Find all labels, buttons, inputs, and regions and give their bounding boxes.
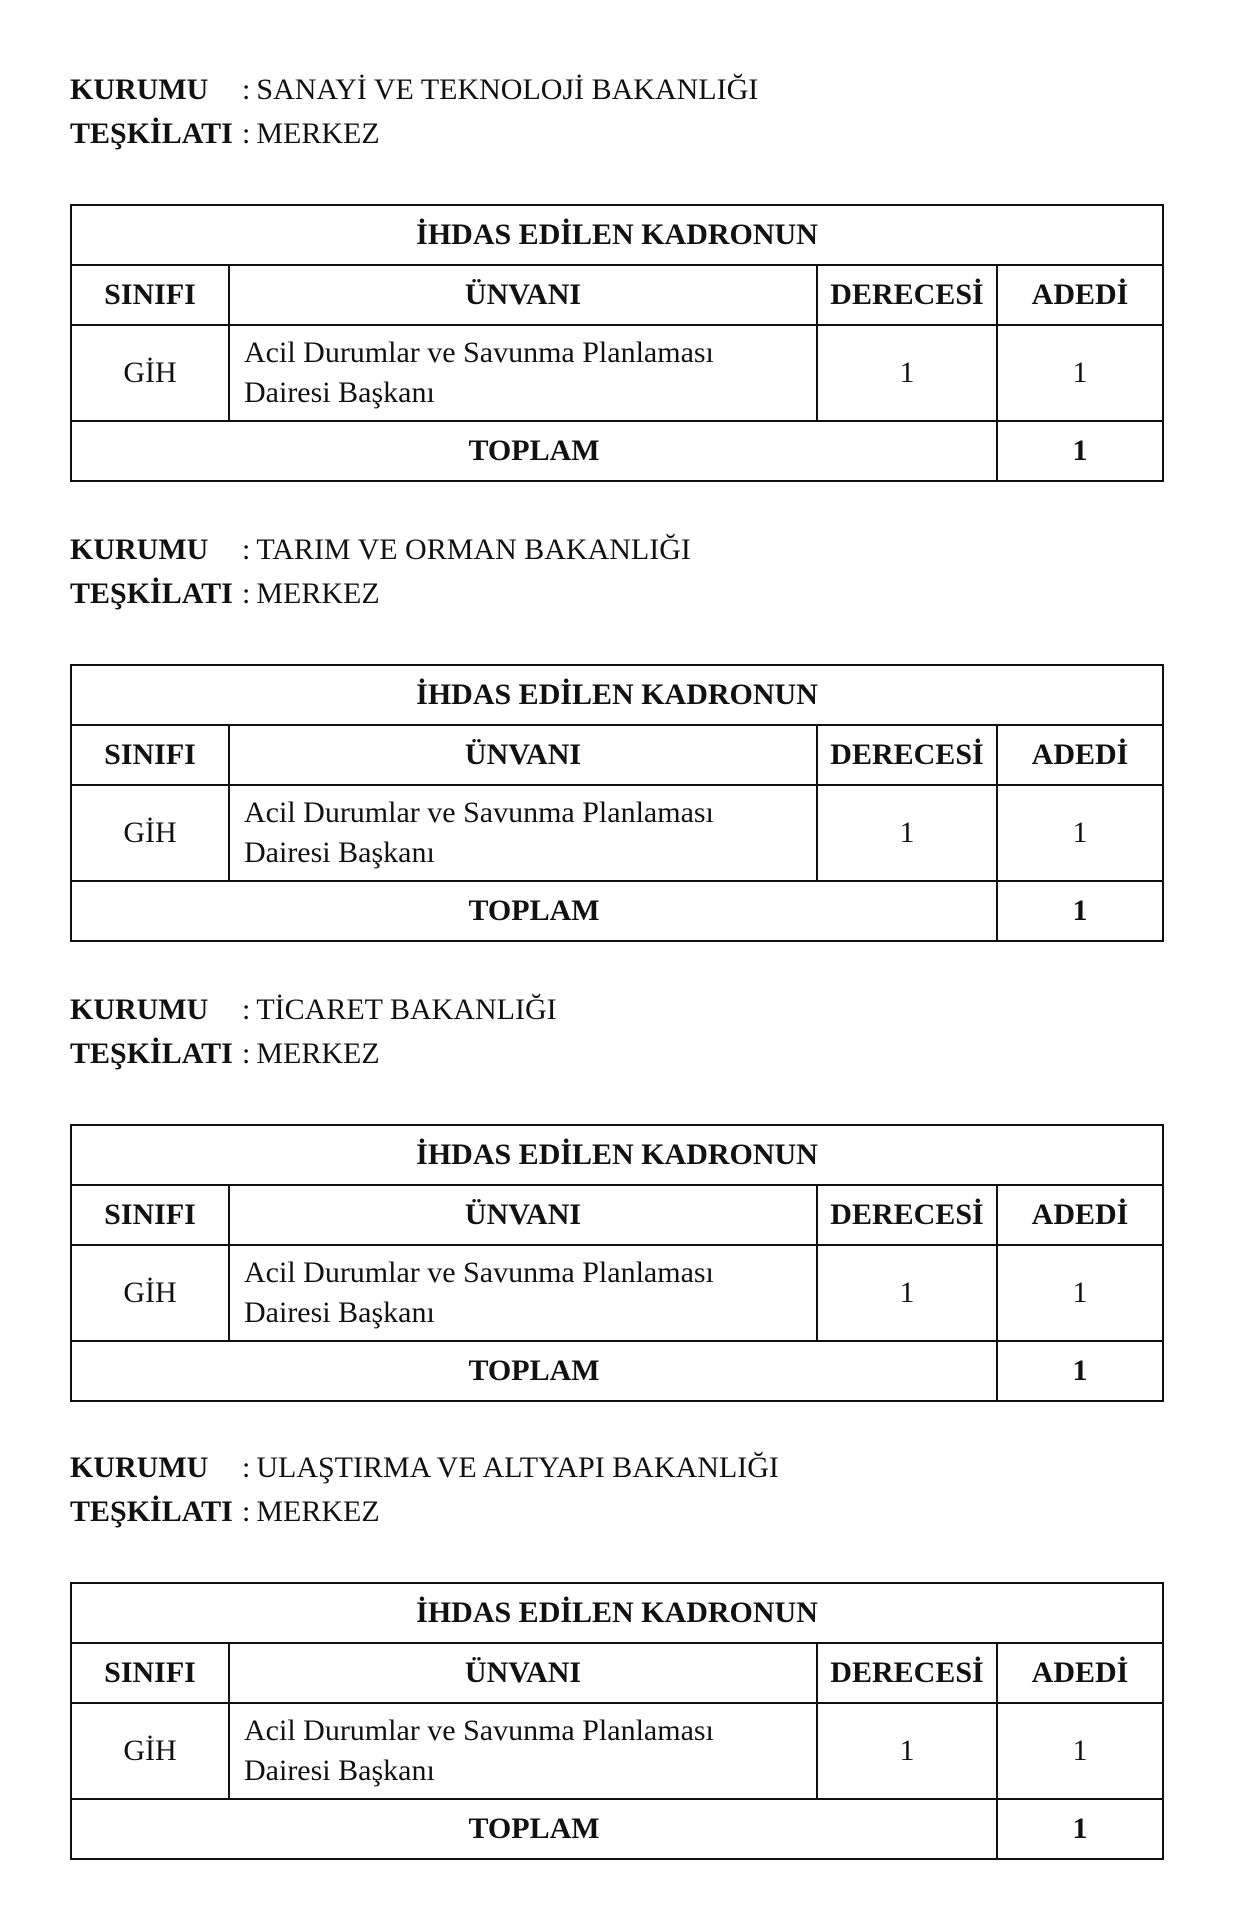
- teskilati-label: TEŞKİLATI: [70, 117, 233, 150]
- table-row: [71, 1703, 1163, 1799]
- cell-unvani: Acil Durumlar ve Savunma Planlaması Dairesi Başkanı: [229, 1703, 817, 1799]
- table-main-header: İHDAS EDİLEN KADRONUN: [71, 1125, 1163, 1185]
- institution-info: [70, 68, 1162, 156]
- cell-unvani: Acil Durumlar ve Savunma Planlaması Dairesi Başkanı: [229, 785, 817, 881]
- cell-unvani: Acil Durumlar ve Savunma Planlaması Dairesi Başkanı: [229, 1245, 817, 1341]
- kurumu-value: TİCARET BAKANLIĞI: [256, 993, 557, 1026]
- table-main-header: İHDAS EDİLEN KADRONUN: [71, 665, 1163, 725]
- header-sinifi: SINIFI: [71, 1185, 229, 1245]
- kurumu-label: KURUMU: [70, 73, 209, 106]
- cell-derecesi: 1: [817, 785, 997, 881]
- header-derecesi: DERECESİ: [817, 265, 997, 325]
- colon: :: [242, 577, 251, 610]
- kurumu-label: KURUMU: [70, 993, 209, 1026]
- kurumu-line: [70, 1446, 1162, 1490]
- teskilati-value: MERKEZ: [256, 1495, 380, 1528]
- header-unvani: ÜNVANI: [229, 725, 817, 785]
- teskilati-label: TEŞKİLATI: [70, 577, 233, 610]
- toplam-value: 1: [997, 881, 1163, 941]
- teskilati-line: [70, 572, 1162, 616]
- cell-sinifi: GİH: [71, 1703, 229, 1799]
- section-ulastirma: [70, 1446, 1162, 1845]
- header-derecesi: DERECESİ: [817, 1643, 997, 1703]
- table-main-header: İHDAS EDİLEN KADRONUN: [71, 205, 1163, 265]
- kurumu-line: [70, 988, 1162, 1032]
- cell-sinifi: GİH: [71, 1245, 229, 1341]
- teskilati-label: TEŞKİLATI: [70, 1037, 233, 1070]
- cell-adedi: 1: [997, 785, 1163, 881]
- teskilati-value: MERKEZ: [256, 577, 380, 610]
- cell-adedi: 1: [997, 1245, 1163, 1341]
- header-sinifi: SINIFI: [71, 265, 229, 325]
- toplam-label: TOPLAM: [71, 421, 997, 481]
- toplam-value: 1: [997, 1341, 1163, 1401]
- table-row: [71, 1245, 1163, 1341]
- teskilati-line: [70, 112, 1162, 156]
- header-unvani: ÜNVANI: [229, 265, 817, 325]
- colon: :: [242, 117, 251, 150]
- colon: :: [242, 533, 251, 566]
- section-ticaret: [70, 988, 1162, 1387]
- cell-derecesi: 1: [817, 325, 997, 421]
- cell-adedi: 1: [997, 1703, 1163, 1799]
- header-sinifi: SINIFI: [71, 725, 229, 785]
- colon: :: [242, 1451, 251, 1484]
- table-main-header: İHDAS EDİLEN KADRONUN: [71, 1583, 1163, 1643]
- header-sinifi: SINIFI: [71, 1643, 229, 1703]
- kurumu-label: KURUMU: [70, 533, 209, 566]
- header-adedi: ADEDİ: [997, 1185, 1163, 1245]
- table-row: [71, 785, 1163, 881]
- table-row: [71, 325, 1163, 421]
- kurumu-value: ULAŞTIRMA VE ALTYAPI BAKANLIĞI: [256, 1451, 779, 1484]
- teskilati-value: MERKEZ: [256, 1037, 380, 1070]
- header-derecesi: DERECESİ: [817, 1185, 997, 1245]
- kadro-table: [70, 1582, 1164, 1860]
- institution-info: [70, 528, 1162, 616]
- header-adedi: ADEDİ: [997, 725, 1163, 785]
- cell-adedi: 1: [997, 325, 1163, 421]
- institution-info: [70, 1446, 1162, 1534]
- section-tarim: [70, 528, 1162, 927]
- header-adedi: ADEDİ: [997, 265, 1163, 325]
- toplam-label: TOPLAM: [71, 1341, 997, 1401]
- colon: :: [242, 1495, 251, 1528]
- header-unvani: ÜNVANI: [229, 1185, 817, 1245]
- cell-derecesi: 1: [817, 1703, 997, 1799]
- cell-sinifi: GİH: [71, 325, 229, 421]
- kurumu-value: SANAYİ VE TEKNOLOJİ BAKANLIĞI: [256, 73, 759, 106]
- kurumu-label: KURUMU: [70, 1451, 209, 1484]
- toplam-value: 1: [997, 421, 1163, 481]
- kurumu-line: [70, 68, 1162, 112]
- kadro-table: [70, 664, 1164, 942]
- toplam-value: 1: [997, 1799, 1163, 1859]
- teskilati-line: [70, 1490, 1162, 1534]
- cell-sinifi: GİH: [71, 785, 229, 881]
- colon: :: [242, 73, 251, 106]
- header-adedi: ADEDİ: [997, 1643, 1163, 1703]
- header-unvani: ÜNVANI: [229, 1643, 817, 1703]
- kadro-table: [70, 1124, 1164, 1402]
- teskilati-value: MERKEZ: [256, 117, 380, 150]
- header-derecesi: DERECESİ: [817, 725, 997, 785]
- kurumu-line: [70, 528, 1162, 572]
- teskilati-label: TEŞKİLATI: [70, 1495, 233, 1528]
- kadro-table: [70, 204, 1164, 482]
- toplam-label: TOPLAM: [71, 881, 997, 941]
- institution-info: [70, 988, 1162, 1076]
- toplam-label: TOPLAM: [71, 1799, 997, 1859]
- teskilati-line: [70, 1032, 1162, 1076]
- kurumu-value: TARIM VE ORMAN BAKANLIĞI: [256, 533, 691, 566]
- section-sanayi: [70, 68, 1162, 467]
- colon: :: [242, 1037, 251, 1070]
- cell-derecesi: 1: [817, 1245, 997, 1341]
- colon: :: [242, 993, 251, 1026]
- cell-unvani: Acil Durumlar ve Savunma Planlaması Dairesi Başkanı: [229, 325, 817, 421]
